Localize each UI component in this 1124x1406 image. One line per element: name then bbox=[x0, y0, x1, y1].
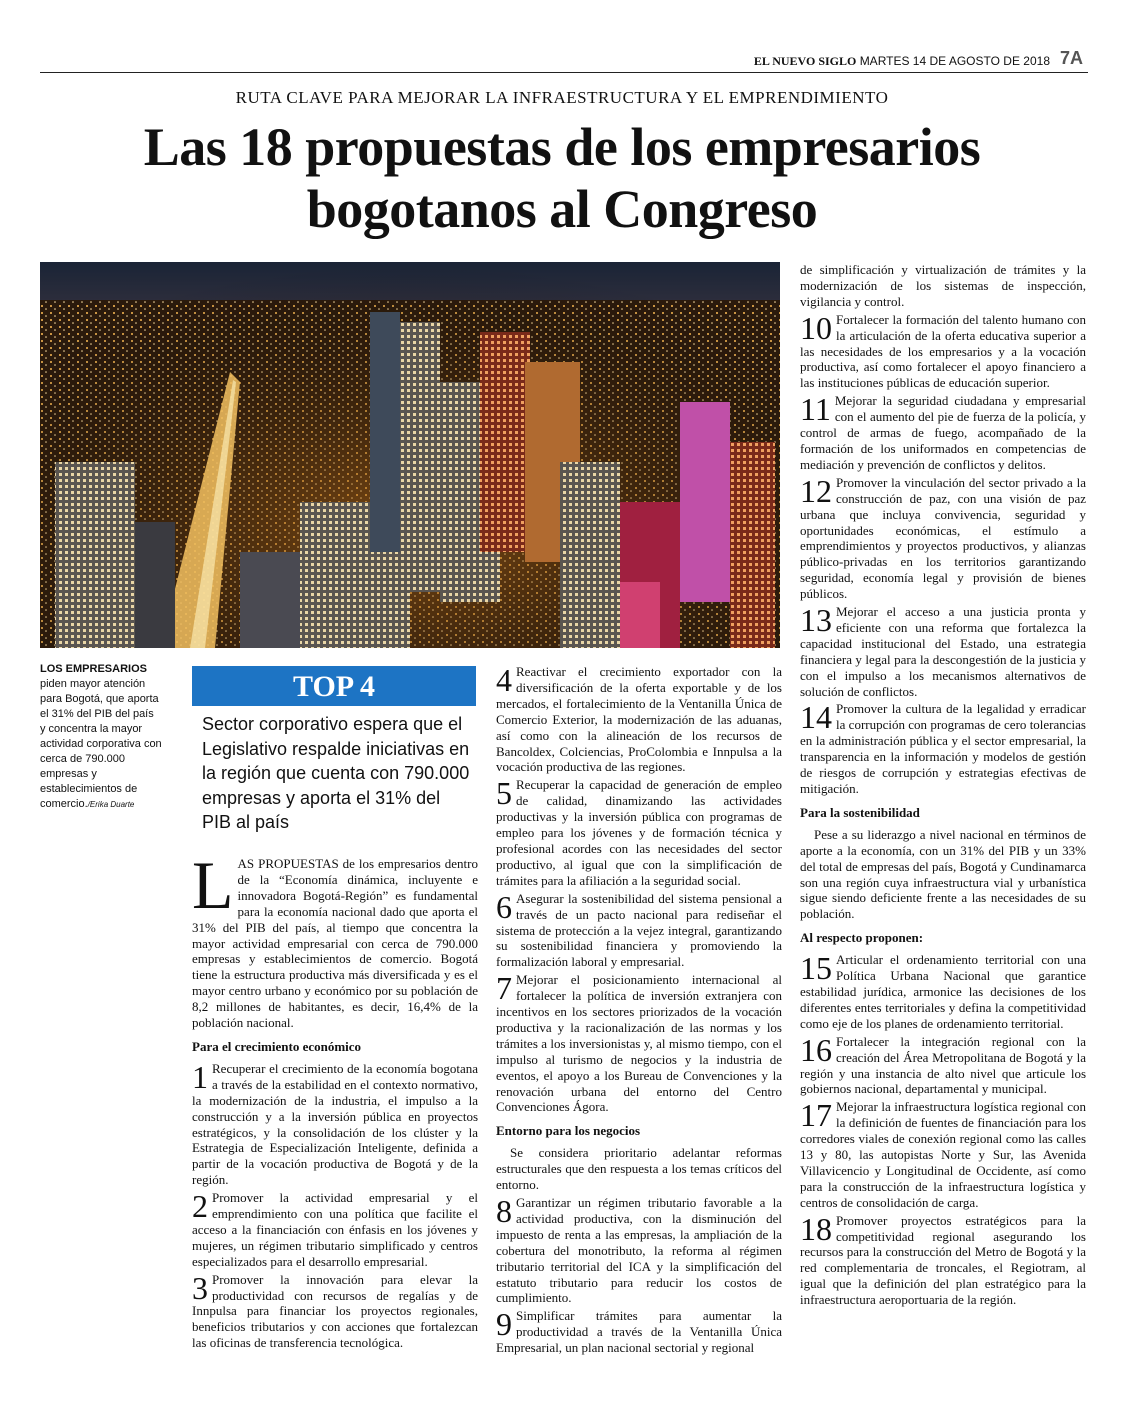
intro-dropcap: L bbox=[192, 847, 234, 923]
intro-paragraph bbox=[192, 847, 478, 1031]
proposal-item: 5 Recuperar la capacidad de generación de empleo de calidad, dinamizando las actividades productivas y la inversión pública con programas de empleo para los jóvenes y de formación técnica y profesional acordes con las necesidades del sector productivo, al igual que con la simplificación de trámites para la afiliación a la seguridad social. bbox=[496, 775, 782, 888]
header-rule bbox=[40, 72, 1088, 73]
proposal-item: 4 Reactivar el crecimiento exportador con la diversificación de la oferta exportable y de los mercados, el fortalecimiento de la Ventanilla Única de Comercio Exterior, la modernización de las aduanas, así como con la alineación de los recursos de Bancoldex, Colciencias, ProColombia e Innpulsa a la vocación productiva de las regiones. bbox=[496, 662, 782, 775]
caption-lead: LOS EMPRESARIOS bbox=[40, 663, 147, 675]
proposal-item: 8 Garantizar un régimen tributario favorable a la actividad productiva, con la disminución del impuesto de renta a las empresas, la ampliación de la cobertura del monotributo, la reforma al régimen tributario territorial del ICA y la simplificación del estatuto tributario para reducir los costos de cumplimiento. bbox=[496, 1193, 782, 1306]
caption-text: piden mayor atención para Bogotá, que aporta el 31% del PIB del país y concentra la mayor actividad corporativa con cerca de 790.000 empresas y establecimientos de comercio. bbox=[40, 678, 162, 810]
proposal-item: 18 Promover proyectos estratégicos para la competitividad regional asegurando los recursos para la construcción del Metro de Bogotá y la red complementaria de troncales, el Regiotram, al igual que la definición del plan estratégico para la infraestructura aeroportuaria de la región. bbox=[800, 1210, 1086, 1308]
subhead-sustainability: Para la sostenibilidad bbox=[800, 804, 920, 820]
headline-line1: Las 18 propuestas de los empresarios bbox=[143, 117, 981, 177]
headline bbox=[60, 116, 1064, 240]
issue-date: MARTES 14 DE AGOSTO DE 2018 bbox=[859, 54, 1050, 68]
proposal-item: 1 Recuperar el crecimiento de la economía bogotana a través de la estabilidad en el contexto normativo, la modernización de la industria, el impulso a la construcción y a la inversión pública en proyectos estratégicos, y la consolidación de los clúster y la Estrategia de Especialización Inteligente, definida a partir de la vocación productiva de Bogotá y de la región. bbox=[192, 1058, 478, 1188]
column-2 bbox=[496, 664, 782, 1358]
city-night-skyline-photo bbox=[40, 262, 780, 648]
kicker: RUTA CLAVE PARA MEJORAR LA INFRAESTRUCTURA Y EL EMPRENDIMIENTO bbox=[235, 88, 889, 107]
proposal-item: 13 Mejorar el acceso a una justicia pronta y eficiente con una reforma que fortalezca la capacidad institucional del Estado, una estrategia financiera y legal para la descongestión de la justicia y con el impulso a los mecanismos alternativos de solución de conflictos. bbox=[800, 602, 1086, 699]
environment-intro: Se considera prioritario adelantar reformas estructurales que den respuesta a los temas críticos del entorno. bbox=[496, 1145, 782, 1193]
sustainability-text: Pese a su liderazgo a nivel nacional en términos de aporte a la economía, con un 31% del PIB y un 33% del total de empresas del país, Bogotá y Cundinamarca son una región cuya infraestructura vial y urbanística sigue siendo deficiente frente a las necesidades de su población. bbox=[800, 826, 1086, 922]
proposal-item: 11 Mejorar la seguridad ciudadana y empresarial con el aumento del pie de fuerza de la policía, y control de armas de fuego, acompañado de la formación de los uniformados en competencias de mediación y prevención de conflictos y delitos. bbox=[800, 391, 1086, 472]
proposal-item: 17 Mejorar la infraestructura logística regional con la definición de fuentes de financiación para los corredores viales de conexión regional como las calles 13 y 80, las autopistas Norte y Sur, las Avenida Villavicencio y Longitudinal de Occidente, así como para la construcción de la infraestructura logística y centros de consolidación de carga. bbox=[800, 1097, 1086, 1210]
intro-text: de los empresarios dentro de la “Economía dinámica, incluyente e innovadora Bogotá-Región” es fundamental para la economía nacional dado que aporta el 31% del PIB del país, al tiempo que concentra la mayor actividad empresarial con cerca de 790.000 empresas y establecimientos de comercio. Bogotá tiene la estructura productiva más diversificada y es el mayor centro urbano y económico por su población de 8,2 millones de habitantes, es decir, 16,4% de la población nacional. bbox=[192, 856, 478, 1031]
proposal-item: 12 Promover la vinculación del sector privado a la construcción de paz, con una visión de paz urbana que incluya convivencia, seguridad y oportunidades económicas, el estímulo a emprendimientos y proyectos productivos, y alianzas público-privadas en los territorios garantizando seguridad, economía legal y provisión de bienes públicos. bbox=[800, 472, 1086, 602]
subhead-propose: Al respecto proponen: bbox=[800, 930, 924, 946]
subhead-environment: Entorno para los negocios bbox=[496, 1123, 641, 1139]
page-header bbox=[640, 54, 1050, 69]
proposal-item: 2 Promover la actividad empresarial y el emprendimiento con una política que facilite el acceso a la financiación con énfasis en los jóvenes y mujeres, un régimen tributario simplificado y centros especializados para el desarrollo empresarial. bbox=[192, 1188, 478, 1269]
headline-line2: bogotanos al Congreso bbox=[306, 179, 818, 239]
proposal-item: 10 Fortalecer la formación del talento humano con la articulación de la oferta educativa superior a las necesidades de los empresarios y a la vocación productiva, así como fortalecer el apoyo financiero a las instituciones públicas de educación superior. bbox=[800, 309, 1086, 391]
subhead-growth: Para el crecimiento económico bbox=[192, 1038, 362, 1054]
proposal-item: 3 Promover la innovación para elevar la productividad con recursos de regalías y de Innpulsa para financiar los proyectos regionales, beneficios tributarios y con acciones que fortalezcan las oficinas de transferencia tecnológica. bbox=[192, 1269, 478, 1351]
paper-name: EL NUEVO SIGLO bbox=[753, 54, 857, 68]
top4-label: TOP 4 bbox=[192, 666, 476, 706]
proposal-item: 16 Fortalecer la integración regional con la creación del Área Metropolitana de Bogotá y la región y una instancia de alto nivel que articule los gobiernos nacional, departamental y municipal. bbox=[800, 1031, 1086, 1097]
photo-caption bbox=[40, 662, 162, 812]
proposal-item: 14 Promover la cultura de la legalidad y erradicar la corrupción con programas de cero tolerancias en la administración pública y el sector empresarial, la transparencia en la información y modelos de gestión de riesgos de corrupción y estrategias efectivas de mitigación. bbox=[800, 699, 1086, 796]
page-number: 7A bbox=[1060, 48, 1084, 68]
intro-lead: AS PROPUESTAS bbox=[237, 856, 339, 871]
column-1 bbox=[192, 847, 478, 1353]
column-3 bbox=[800, 262, 1086, 1310]
proposal-item: 15 Articular el ordenamiento territorial con una Política Urbana Nacional que garantice estabilidad jurídica, armonice las decisiones de los diferentes entes territoriales y defina la competitividad como eje de los planes de ordenamiento territorial. bbox=[800, 950, 1086, 1031]
photo-credit: /Erika Duarte bbox=[87, 800, 135, 809]
top4-deck: Sector corporativo espera que el Legislativo respalde iniciativas en la región que cuenta con 790.000 empresas y aporta el 31% del PIB al país bbox=[202, 714, 470, 832]
item9-continuation: de simplificación y virtualización de trámites y la modernización de los sistemas de inspección, vigilancia y control. bbox=[800, 262, 1086, 309]
skyline-illustration bbox=[40, 262, 780, 648]
proposal-item: 7 Mejorar el posicionamiento internacional al fortalecer la política de inversión extranjera con incentivos en los sectores priorizados de la vocación productiva y la racionalización de las normas y los trámites a los inversionistas y, al mismo tiempo, con el impulso al turismo de negocios y la industria de eventos, el apoyo a los Bureau de Convenciones y la renovación urbana del entorno del Centro Convenciones Ágora. bbox=[496, 970, 782, 1115]
proposal-item: 6 Asegurar la sostenibilidad del sistema pensional a través de un pacto nacional para rediseñar el sistema de protección a la vejez integral, garantizando su sostenibilidad financiera y promoviendo la formalización laboral y empresarial. bbox=[496, 888, 782, 970]
proposal-item: 9 Simplificar trámites para aumentar la productividad a través de la Ventanilla Única Empresarial, un plan nacional sectorial y regional bbox=[496, 1306, 782, 1356]
